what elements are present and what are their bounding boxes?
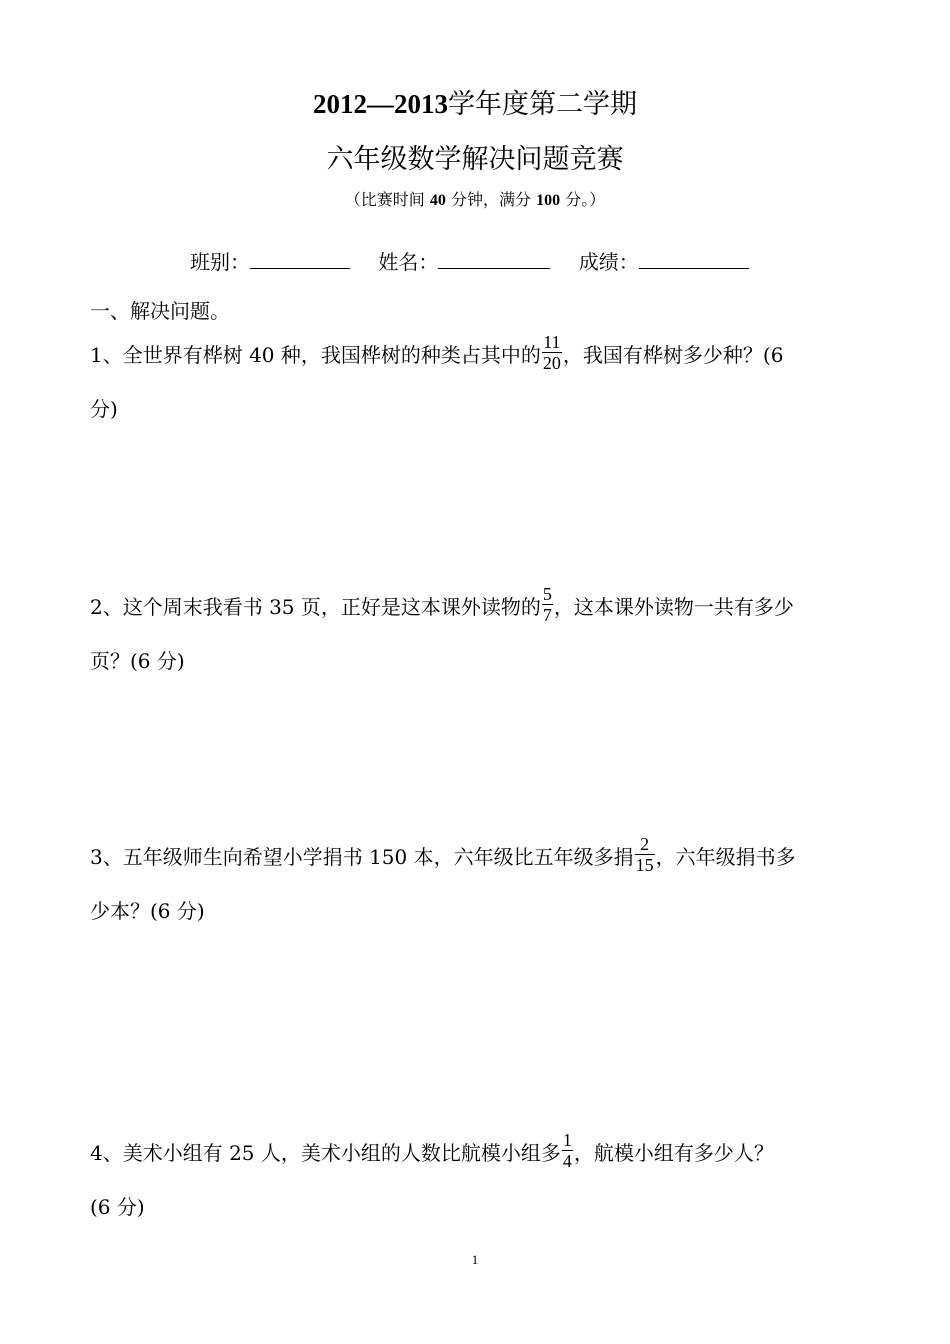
fraction <box>542 584 553 625</box>
exam-note <box>0 188 950 213</box>
fraction-numerator: 11 <box>543 332 561 352</box>
question-line <box>90 580 860 634</box>
question-line-2: (6 分) <box>90 1195 145 1219</box>
question-text-after: ，航模小组有多少人？ <box>573 1141 774 1165</box>
question-line-2: 分) <box>90 397 118 421</box>
student-info-row <box>190 246 749 277</box>
fraction-denominator: 4 <box>562 1151 572 1171</box>
question-4 <box>90 1126 860 1234</box>
question-text-after: ，六年级捐书多 <box>655 845 796 869</box>
fraction-denominator: 15 <box>635 855 654 875</box>
exam-year-title <box>0 84 950 125</box>
class-label: 班别： <box>190 250 250 274</box>
score-label: 成绩： <box>578 250 639 274</box>
question-text-after: ，这本课外读物一共有多少 <box>553 595 794 619</box>
question-line <box>90 1126 860 1180</box>
fraction-numerator: 5 <box>542 584 552 604</box>
exam-title: 六年级数学解决问题竞赛 <box>326 144 624 175</box>
page-number: 1 <box>471 1252 479 1267</box>
question-1 <box>90 328 860 436</box>
question-line-2: 少本？(6 分) <box>90 899 205 923</box>
class-blank[interactable] <box>250 246 350 269</box>
question-text-before: 1、全世界有桦树 40 种，我国桦树的种类占其中的 <box>90 343 541 367</box>
question-line-2: 页？(6 分) <box>90 649 185 673</box>
fraction <box>635 834 655 875</box>
question-line <box>90 830 860 884</box>
fraction-numerator: 2 <box>635 834 655 855</box>
fraction-denominator: 20 <box>542 353 561 373</box>
note-mid: 分钟，满分 <box>450 190 531 209</box>
fraction <box>562 1130 573 1171</box>
note-suffix: 分。） <box>565 190 606 209</box>
fraction-denominator: 7 <box>542 605 552 625</box>
question-2 <box>90 580 860 688</box>
note-prefix: （比赛时间 <box>344 190 425 209</box>
question-text-before: 3、五年级师生向希望小学捐书 150 本，六年级比五年级多捐 <box>90 845 634 869</box>
question-text-before: 2、这个周末我看书 35 页，正好是这本课外读物的 <box>90 595 541 619</box>
note-minutes: 40 <box>429 192 446 209</box>
score-blank[interactable] <box>639 246 749 269</box>
fraction-numerator: 1 <box>562 1130 572 1150</box>
fraction <box>542 332 562 373</box>
term-text: 学年度第二学期 <box>448 89 637 120</box>
year-range: 2012—2013 <box>313 89 448 119</box>
question-line <box>90 328 860 382</box>
note-score: 100 <box>536 192 561 209</box>
section-title: 一、解决问题。 <box>90 299 230 323</box>
question-text-before: 4、美术小组有 25 人，美术小组的人数比航模小组多 <box>90 1141 561 1165</box>
question-3 <box>90 830 860 938</box>
question-text-after: ，我国有桦树多少种？(6 <box>562 343 784 367</box>
name-label: 姓名： <box>378 250 439 274</box>
name-blank[interactable] <box>438 246 550 269</box>
